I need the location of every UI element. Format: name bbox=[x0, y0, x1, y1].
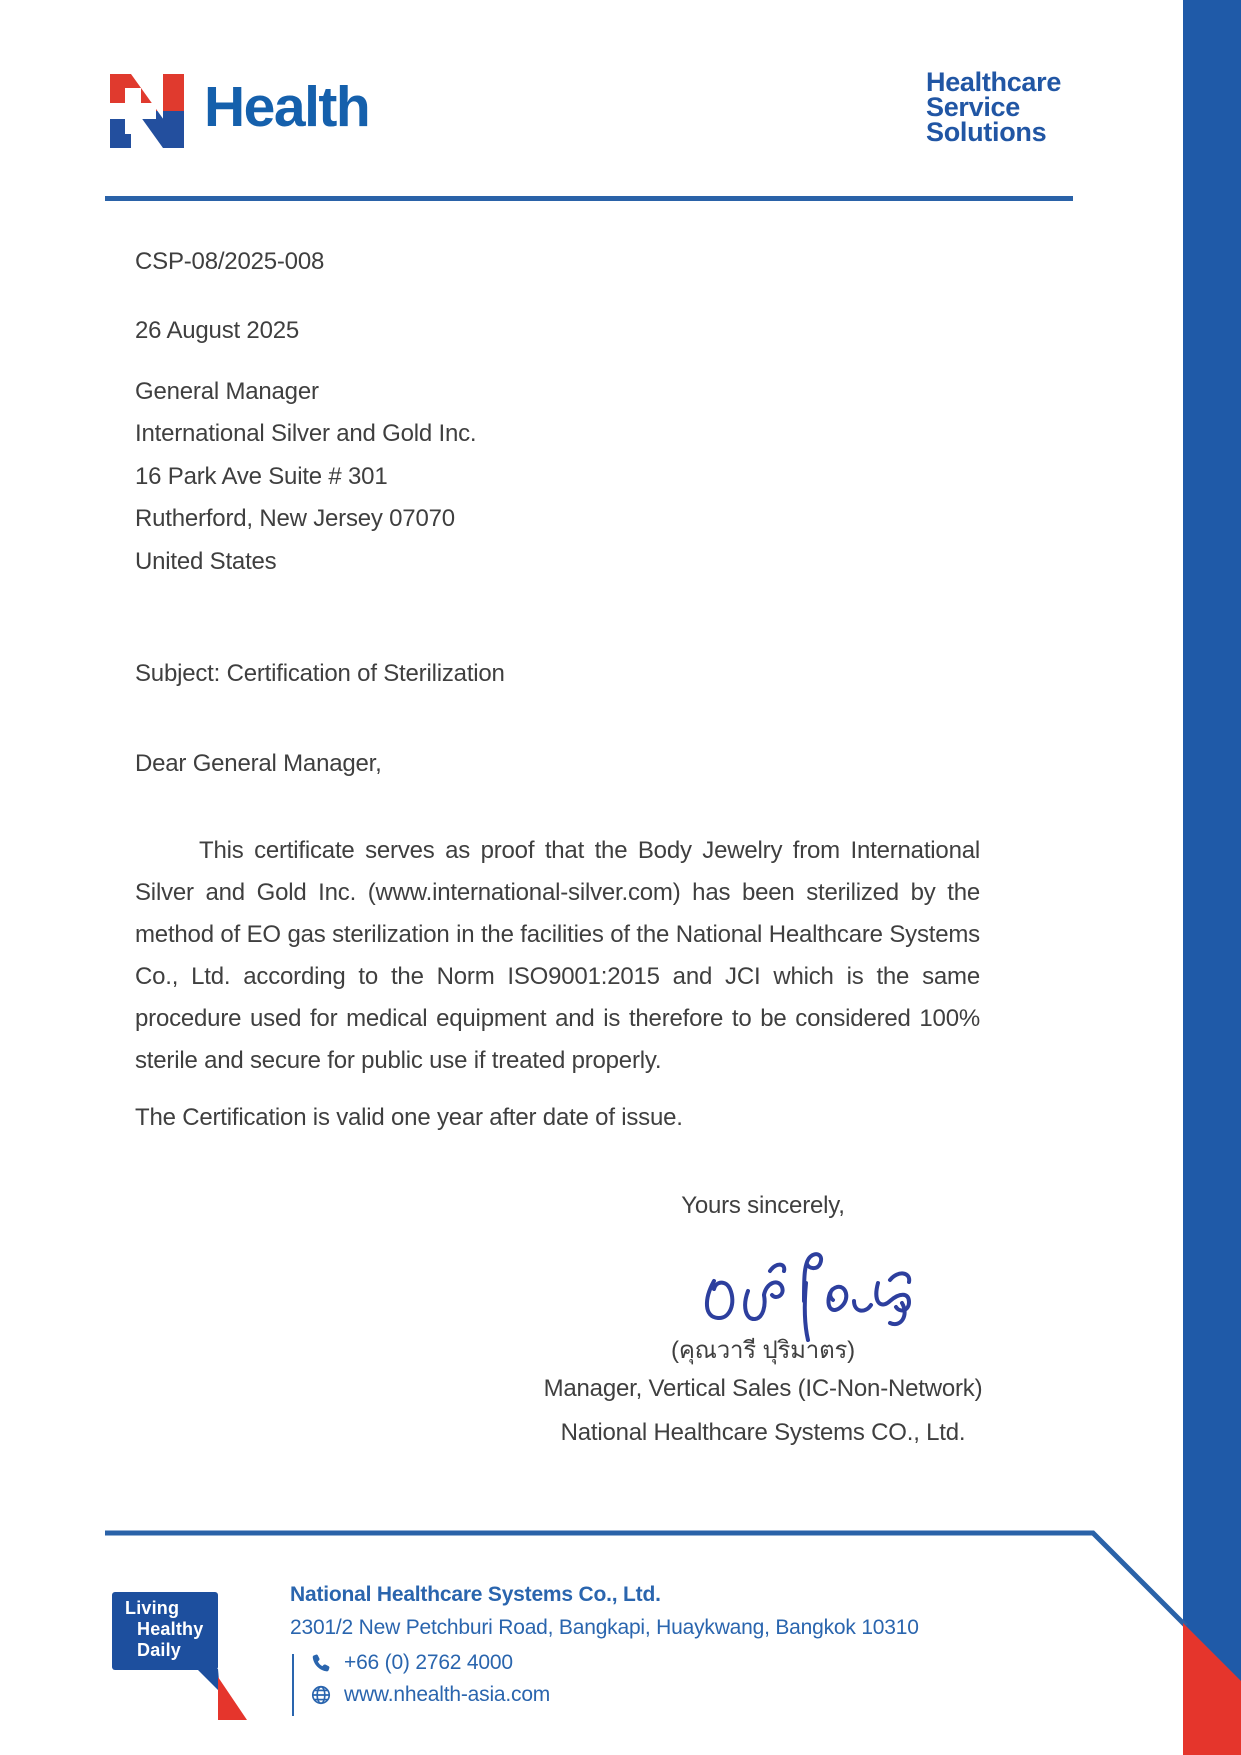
signature-handwriting bbox=[678, 1233, 922, 1345]
n-health-logo-icon bbox=[110, 74, 184, 148]
badge-red-triangle bbox=[218, 1677, 247, 1720]
badge-word: Daily bbox=[137, 1640, 182, 1660]
badge-word: Living bbox=[125, 1598, 180, 1618]
tagline-line-3: Solutions bbox=[926, 117, 1047, 147]
reference-number: CSP-08/2025-008 bbox=[135, 248, 325, 275]
signer-name: (คุณวารี ปุริมาตร) bbox=[671, 1337, 855, 1364]
letter-date: 26 August 2025 bbox=[135, 317, 300, 344]
signer-company: National Healthcare Systems CO., Ltd. bbox=[560, 1419, 966, 1446]
recipient-line: Rutherford, New Jersey 07070 bbox=[135, 505, 455, 532]
salutation: Dear General Manager, bbox=[135, 750, 382, 777]
side-band bbox=[1183, 0, 1241, 1755]
phone-row bbox=[294, 1650, 1010, 1676]
badge-text bbox=[105, 1598, 225, 1661]
header-rule bbox=[105, 196, 1073, 201]
tagline-line-2: Service bbox=[926, 92, 1020, 122]
closing: Yours sincerely, bbox=[681, 1192, 845, 1219]
footer-info bbox=[290, 1583, 1010, 1708]
living-healthy-daily-badge bbox=[105, 1585, 255, 1725]
tagline bbox=[926, 67, 1062, 147]
footer-address: 2301/2 New Petchburi Road, Bangkapi, Huaykwang, Bangkok 10310 bbox=[290, 1616, 919, 1639]
phone-icon bbox=[310, 1652, 332, 1674]
contact-separator bbox=[292, 1654, 294, 1716]
website-row bbox=[294, 1682, 1010, 1708]
badge-word: Healthy bbox=[137, 1619, 204, 1639]
globe-icon bbox=[310, 1684, 332, 1706]
footer-company: National Healthcare Systems Co., Ltd. bbox=[290, 1583, 661, 1606]
brand-title: Health bbox=[204, 75, 370, 139]
recipient-line: United States bbox=[135, 548, 277, 575]
signer-title: Manager, Vertical Sales (IC-Non-Network) bbox=[543, 1375, 983, 1402]
subject-line: Subject: Certification of Sterilization bbox=[135, 660, 505, 687]
recipient-line: International Silver and Gold Inc. bbox=[135, 420, 477, 447]
tagline-line-1: Healthcare bbox=[926, 67, 1062, 97]
recipient-line: 16 Park Ave Suite # 301 bbox=[135, 463, 388, 490]
validity-note: The Certification is valid one year after date of issue. bbox=[135, 1104, 683, 1131]
phone-number: +66 (0) 2762 4000 bbox=[344, 1651, 513, 1674]
body-paragraph: This certificate serves as proof that the Body Jewelry from International Silver and Gold Inc. (www.international-silver.com) has been sterilized by the method of EO gas sterilization in the facilities of the National Healthcare Systems Co., Ltd. according to the Norm ISO9001:2015 and JCI which is the same procedure used for medical equipment and is therefore to be considered 100% sterile and secure for public use if treated properly. bbox=[135, 837, 980, 1074]
website: www.nhealth-asia.com bbox=[344, 1683, 551, 1706]
recipient-line: General Manager bbox=[135, 378, 319, 405]
